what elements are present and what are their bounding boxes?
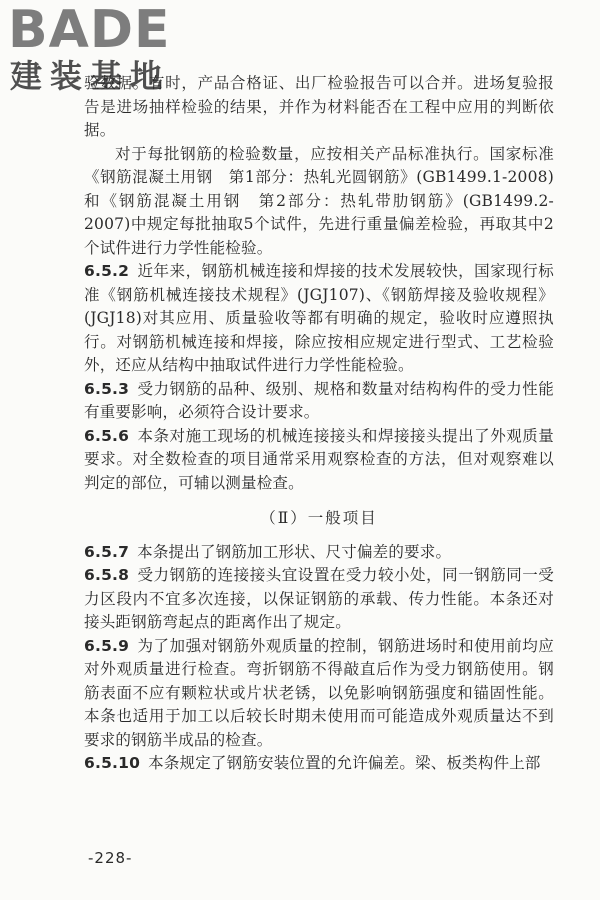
clause-text: 本条提出了钢筋加工形状、尺寸偏差的要求。 bbox=[137, 542, 452, 561]
clause-number: 6.5.3 bbox=[84, 379, 130, 398]
page-number: -228- bbox=[88, 849, 133, 867]
clause-6-5-9 bbox=[84, 635, 554, 753]
clause-text: 本条规定了钢筋安装位置的允许偏差。梁、板类构件上部 bbox=[148, 754, 541, 772]
clause-6-5-3 bbox=[84, 378, 554, 425]
clause-6-5-2 bbox=[84, 260, 554, 378]
clause-text: 受力钢筋的连接接头宜设置在受力较小处，同一钢筋同一受力区段内不宜多次连接，以保证钢筋的承载、传力性能。本条还对接头距钢筋弯起点的距离作出了规定。 bbox=[84, 566, 554, 631]
clause-6-5-7 bbox=[84, 541, 554, 565]
clause-text: 本条对施工现场的机械连接接头和焊接接头提出了外观质量要求。对全数检查的项目通常采用观察检查的方法，但对观察难以判定的部位，可辅以测量检查。 bbox=[84, 426, 554, 492]
clause-6-5-6 bbox=[84, 425, 554, 496]
logo-subtitle: 建装基地 bbox=[10, 57, 171, 95]
clause-number: 6.5.6 bbox=[84, 426, 130, 445]
logo-wordmark: BADE bbox=[8, 0, 171, 60]
section-heading: （Ⅱ）一般项目 bbox=[260, 509, 378, 527]
clause-number: 6.5.8 bbox=[84, 566, 130, 584]
clause-text: 为了加强对钢筋外观质量的控制，钢筋进场时和使用前均应对外观质量进行检查。弯折钢筋不得敲直后作为受力钢筋使用。钢筋表面不应有颗粒状或片状老锈，以免影响钢筋强度和锚固性能。本条也适用于加工以后较长时期未使用而可能造成外观质量达不到要求的钢筋半成品的检查。 bbox=[84, 636, 554, 749]
paragraph-text: 验数据。有时，产品合格证、出厂检验报告可以合并。进场复验报告是进场抽样检验的结果，并作为材料能否在工程中应用的判断依据。 bbox=[84, 74, 554, 139]
paragraph-sampling bbox=[84, 143, 554, 261]
clause-number: 6.5.7 bbox=[84, 542, 130, 561]
paragraph-continuation bbox=[84, 72, 554, 143]
clause-text: 近年来，钢筋机械连接和焊接的技术发展较快，国家现行标准《钢筋机械连接技术规程》(JGJ107)、《钢筋焊接及验收规程》(JGJ18)对其应用、质量验收等都有明确的规定，验收时应遵照执行。对钢筋机械连接和焊接，除应按相应规定进行型式、工艺检验外，还应从结构中抽取试件进行力学性能检验。 bbox=[84, 262, 554, 374]
clause-6-5-8 bbox=[84, 564, 554, 635]
paragraph-text: 对于每批钢筋的检验数量，应按相关产品标准执行。国家标准《钢筋混凝土用钢 第1部分：热轧光圆钢筋》(GB1499.1-2008)和《钢筋混凝土用钢 第2部分：热轧带肋钢筋》(GB1499.2-2007)中规定每批抽取5个试件，先进行重量偏差检验，再取其中2个试件进行力学性能检验。 bbox=[84, 144, 554, 257]
clause-number: 6.5.2 bbox=[84, 262, 130, 280]
document-body bbox=[84, 72, 554, 776]
clause-6-5-10 bbox=[84, 752, 554, 776]
clause-number: 6.5.10 bbox=[84, 754, 141, 772]
clause-number: 6.5.9 bbox=[84, 636, 130, 655]
clause-text: 受力钢筋的品种、级别、规格和数量对结构构件的受力性能有重要影响，必须符合设计要求。 bbox=[84, 379, 554, 421]
